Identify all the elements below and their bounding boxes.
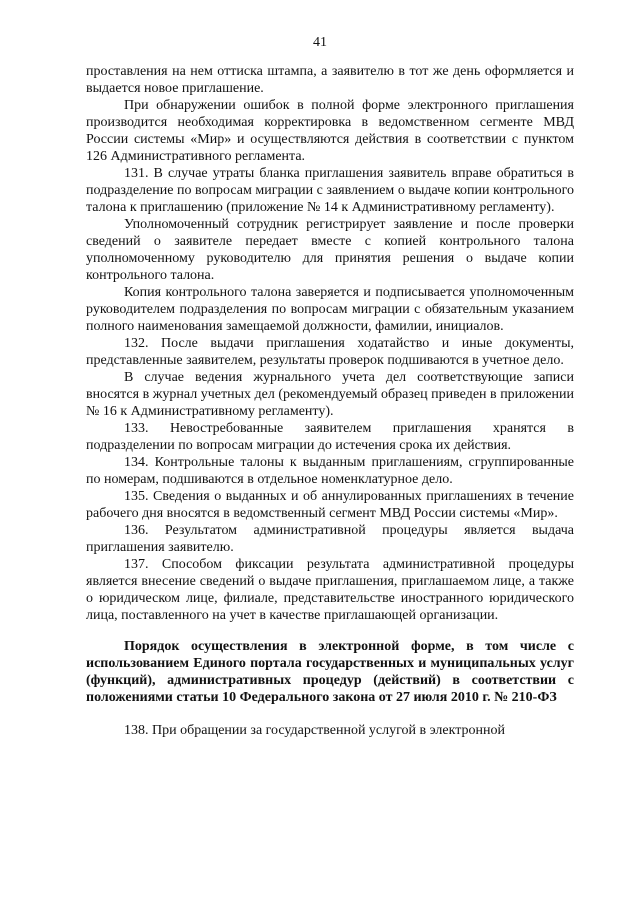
paragraph: В случае ведения журнального учета дел соответствующие записи вносятся в журнал учетных дел (рекомендуемый образец приведен в приложении № 16 к Административному регламенту). [86,370,574,419]
paragraph-136: 136. Результатом административной процедуры является выдача приглашения заявителю. [86,523,574,555]
document-body [86,63,574,739]
paragraph-138: 138. При обращении за государственной услугой в электронной [124,723,505,738]
paragraph-137: 137. Способом фиксации результата административной процедуры является внесение сведений о выдаче приглашения, приглашаемом лице, а также о юридическом лице, филиале, представительстве иностранного юридического лица, поставленного на учет в качестве приглашающей организации. [86,557,574,623]
paragraph: проставления на нем оттиска штампа, а заявителю в тот же день оформляется и выдается новое приглашение. [86,64,574,96]
paragraph-131: 131. В случае утраты бланка приглашения заявитель вправе обратиться в подразделение по вопросам миграции с заявлением о выдаче копии контрольного талона к приглашению (приложение № 14 к Административному регламенту). [86,166,574,215]
section-heading: Порядок осуществления в электронной форме, в том числе с использованием Единого портала государственных и муниципальных услуг (функций), административных процедур (действий) в соответствии с положениями статьи 10 Федерального закона от 27 июля 2010 г. № 210-ФЗ [86,639,574,705]
paragraph-134: 134. Контрольные талоны к выданным приглашениям, сгруппированные по номерам, подшиваются в отдельное номенклатурное дело. [86,455,574,487]
paragraph: При обнаружении ошибок в полной форме электронного приглашения производится необходимая корректировка в ведомственном сегменте МВД России системы «Мир» и осуществляются действия в соответствии с пунктом 126 Административного регламента. [86,98,574,164]
paragraph-132: 132. После выдачи приглашения ходатайство и иные документы, представленные заявителем, результаты проверок подшиваются в учетное дело. [86,336,574,368]
paragraph-135: 135. Сведения о выданных и об аннулированных приглашениях в течение рабочего дня вносятся в ведомственный сегмент МВД России системы «Мир». [86,489,574,521]
paragraph: Копия контрольного талона заверяется и подписывается уполномоченным руководителем подразделения по вопросам миграции с обязательным указанием полного наименования замещаемой должности, фамилии, инициалов. [86,285,574,334]
paragraph-133: 133. Невостребованные заявителем приглашения хранятся в подразделении по вопросам миграции до истечения срока их действия. [86,421,574,453]
page-number: 41 [313,35,327,50]
paragraph: Уполномоченный сотрудник регистрирует заявление и после проверки сведений о заявителе передает вместе с копией контрольного талона уполномоченному руководителю для принятия решения о выдаче копии контрольного талона. [86,217,574,283]
